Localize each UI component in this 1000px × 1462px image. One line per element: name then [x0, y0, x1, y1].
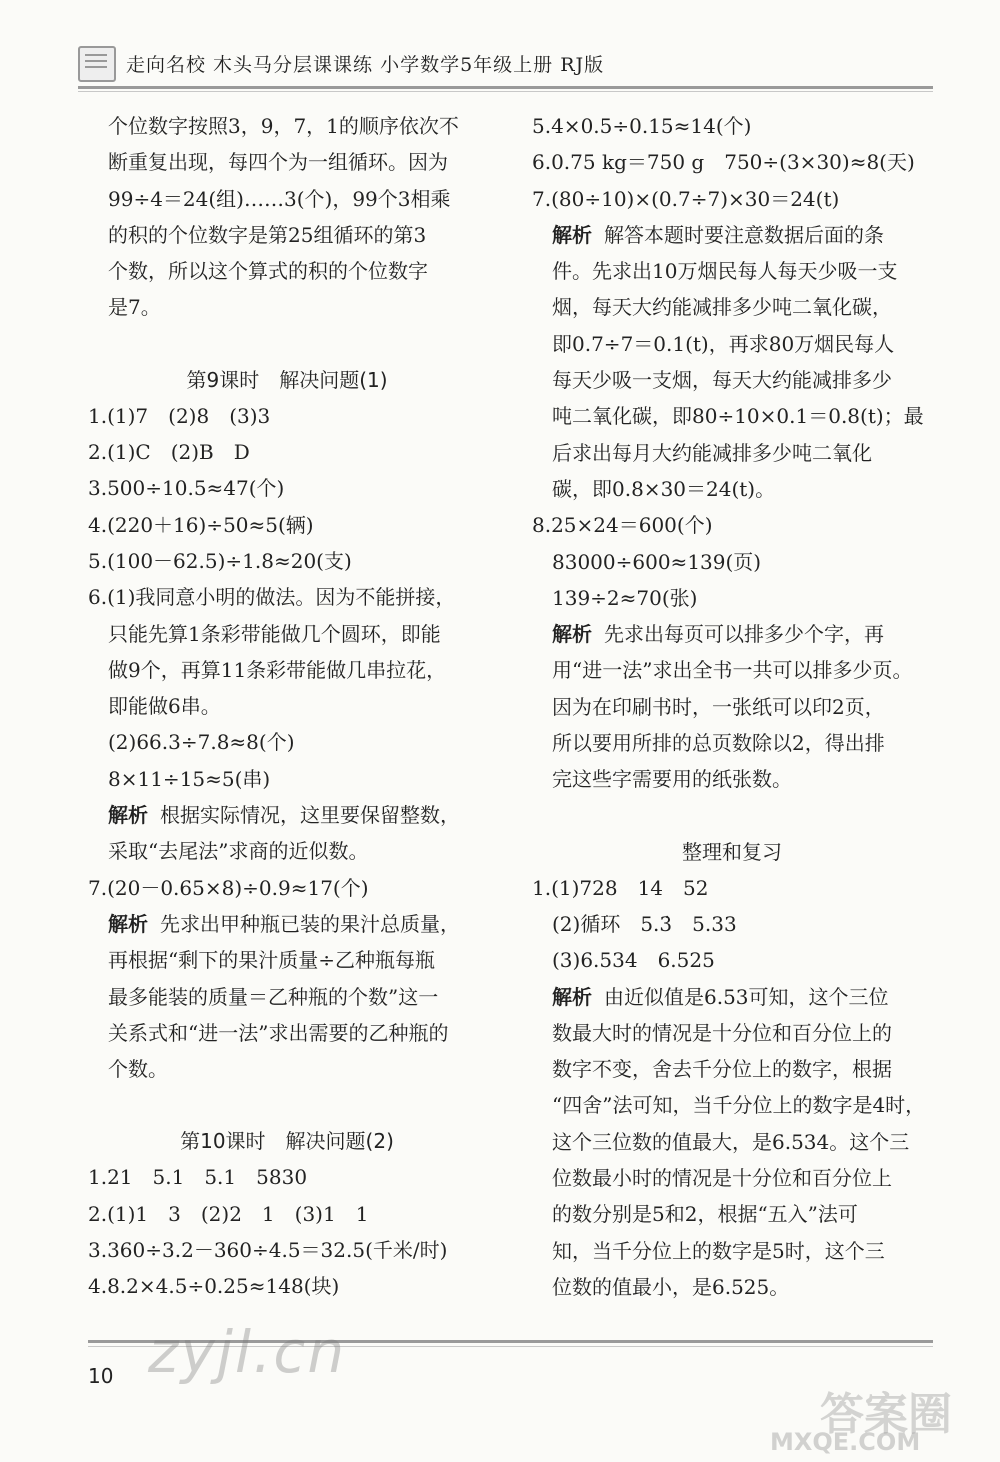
text-line: 即0.7÷7＝0.1(t)，再求80万烟民每人: [552, 331, 895, 356]
text-line: 位数的值最小，是6.525。: [552, 1274, 790, 1299]
answer-8-body: [532, 544, 932, 798]
text-line: 个数。: [108, 1057, 168, 1082]
text-line: 后求出每月大约能减排多少吨二氧化: [552, 440, 872, 465]
text-line: 位数最小时的情况是十分位和百分位上: [552, 1166, 892, 1191]
text-line: 做9个，再算11条彩带能做几串拉花，: [108, 657, 447, 682]
answer-1: 1.21 5.1 5.1 5830: [88, 1165, 308, 1190]
answer-7-analysis: [88, 906, 486, 1087]
text-line: 先求出甲种瓶已装的果汁总质量，: [160, 911, 460, 936]
answer-7-analysis: [532, 217, 932, 507]
section-title-review: 整理和复习: [682, 839, 782, 864]
analysis-line: [552, 616, 932, 652]
header-rule: [78, 86, 933, 89]
answer-1: 1.(1)7 (2)8 (3)3: [88, 403, 271, 428]
answer-7: 7.(80÷10)×(0.7÷7)×30＝24(t): [532, 186, 840, 211]
analysis-label: 解析: [552, 984, 592, 1009]
text-line: 碳，即0.8×30＝24(t)。: [552, 476, 776, 501]
answer-2: 2.(1)C (2)B D: [88, 440, 250, 465]
answer-3: 3.360÷3.2－360÷4.5＝32.5(千米/时): [88, 1238, 448, 1263]
answer-3: 3.500÷10.5≈47(个): [88, 476, 285, 501]
text-line: 83000÷600≈139(页): [552, 549, 762, 574]
answer-4: 4.(220＋16)÷50≈5(辆): [88, 512, 314, 537]
text-line: 即能做6串。: [108, 694, 221, 719]
answer-5: 5.4×0.5÷0.15≈14(个): [532, 114, 752, 138]
text-line: 99÷4＝24(组)……3(个)，99个3相乘: [108, 186, 451, 211]
text-line: 解答本题时要注意数据后面的条: [604, 222, 884, 247]
left-column: [88, 108, 486, 1305]
text-line: 8×11÷15≈5(串): [108, 766, 271, 791]
watermark-site: zyjl.cn: [148, 1318, 347, 1386]
answer-6-body: [88, 616, 486, 870]
intro-paragraph: [88, 108, 486, 326]
analysis-label: 解析: [552, 222, 592, 247]
text-line: 这个三位数的值最大，是6.534。这个三: [552, 1129, 910, 1154]
answer-1-body: [532, 906, 932, 1305]
answer-8: 8.25×24＝600(个): [532, 513, 713, 538]
text-line: 采取“去尾法”求商的近似数。: [108, 839, 369, 864]
analysis-label: 解析: [108, 911, 148, 936]
text-line: 的积的个位数字是第25组循环的第3: [108, 222, 427, 247]
analysis-label: 解析: [108, 803, 148, 828]
answer-7: 7.(20－0.65×8)÷0.9≈17(个): [88, 875, 369, 900]
text-line: 知，当千分位上的数字是5时，这个三: [552, 1238, 885, 1263]
text-line: 由近似值是6.53可知，这个三位: [604, 984, 889, 1009]
watermark-logo: 答案圈: [820, 1389, 952, 1440]
page-number: 10: [88, 1364, 114, 1388]
answer-5: 5.(100－62.5)÷1.8≈20(支): [88, 548, 352, 573]
text-line: 断重复出现，每四个为一组循环。因为: [108, 150, 448, 175]
text-line: (2)循环 5.3̇ 5.33: [552, 911, 737, 936]
analysis-line: [108, 797, 486, 833]
book-icon: [78, 46, 116, 82]
analysis-line: [552, 979, 932, 1015]
text-line: 只能先算1条彩带能做几个圆环，即能: [108, 621, 441, 646]
text-line: “四舍”法可知，当千分位上的数字是4时，: [552, 1093, 926, 1118]
text-line: 个数，所以这个算式的积的个位数字: [108, 259, 428, 284]
answer-2: 2.(1)1 3 (2)2 1 (3)1 1: [88, 1201, 369, 1226]
section-title-lesson10: 第10课时 解决问题(2): [180, 1129, 394, 1154]
watermark-domain: MXQE.COM: [770, 1428, 921, 1456]
text-line: 用“进一法”求出全书一共可以排多少页。: [552, 658, 913, 683]
text-line: 个位数字按照3，9，7，1的顺序依次不: [108, 114, 459, 138]
text-line: (2)66.3÷7.8≈8(个): [108, 730, 295, 755]
text-line: 139÷2≈70(张): [552, 585, 698, 610]
answer-6: 6.(1)我同意小明的做法。因为不能拼接，: [88, 585, 456, 610]
text-line: 烟，每天大约能减排多少吨二氧化碳，: [552, 295, 892, 320]
text-line: 是7。: [108, 295, 161, 320]
header-title: 走向名校 木头马分层课课练 小学数学5年级上册 RJ版: [126, 54, 605, 76]
header-rule-thin: [78, 91, 933, 92]
answer-1: 1.(1)728 14 52: [532, 875, 709, 900]
analysis-line: [552, 217, 932, 253]
text-line: 先求出每页可以排多少个字，再: [604, 622, 884, 647]
answer-6: 6.0.75 kg＝750 g 750÷(3×30)≈8(天): [532, 150, 915, 175]
text-line: 吨二氧化碳，即80÷10×0.1＝0.8(t)；最: [552, 404, 924, 429]
answer-4: 4.8.2×4.5÷0.25≈148(块): [88, 1274, 340, 1299]
text-line: 数字不变，舍去千分位上的数字，根据: [552, 1057, 892, 1082]
text-line: 件。先求出10万烟民每人每天少吸一支: [552, 259, 898, 284]
text-line: 因为在印刷书时，一张纸可以印2页，: [552, 694, 885, 719]
analysis-label: 解析: [552, 622, 592, 647]
section-title-lesson9: 第9课时 解决问题(1): [186, 367, 388, 392]
text-line: 数最大时的情况是十分位和百分位上的: [552, 1020, 892, 1045]
page-header: [78, 44, 938, 84]
text-line: (3)6.534 6.525: [552, 948, 715, 973]
text-line: 关系式和“进一法”求出需要的乙种瓶的: [108, 1020, 449, 1045]
text-line: 每天少吸一支烟，每天大约能减排多少: [552, 368, 892, 393]
analysis-line: [108, 906, 486, 942]
text-line: 再根据“剩下的果汁质量÷乙种瓶每瓶: [108, 948, 435, 973]
text-line: 最多能装的质量＝乙种瓶的个数”这一: [108, 984, 439, 1009]
text-line: 根据实际情况，这里要保留整数，: [160, 803, 460, 828]
right-column: [532, 108, 932, 1305]
text-line: 的数分别是5和2，根据“五入”法可: [552, 1202, 858, 1227]
text-line: 完这些字需要用的纸张数。: [552, 767, 792, 792]
text-line: 所以要用所排的总页数除以2，得出排: [552, 731, 885, 756]
